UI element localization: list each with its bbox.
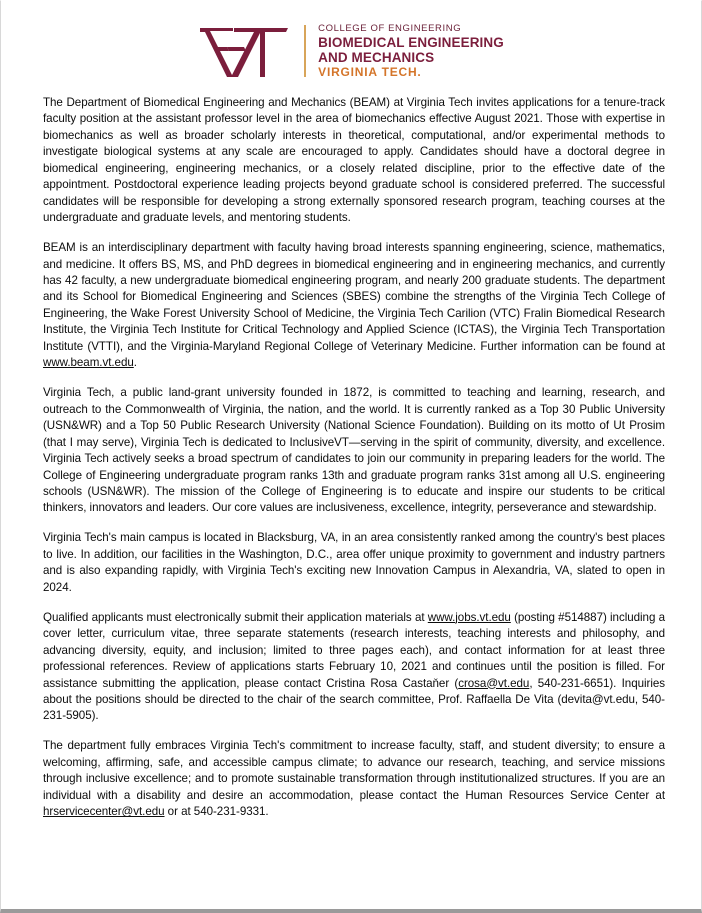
logo-line-college: COLLEGE OF ENGINEERING <box>318 22 462 34</box>
logo-line-department-2: AND MECHANICS <box>318 49 435 65</box>
logo-line-university: VIRGINIA TECH. <box>318 65 422 80</box>
letterhead <box>1 1 701 85</box>
paragraph: Virginia Tech, a public land-grant university founded in 1872, is committed to teaching and learning, research, and outreach to the Commonwealth of Virginia, the nation, and the world. It is currently ranked as a Top 30 Public University (USN&WR) and a Top 50 Public Research University (National Science Foundation). Building on its motto of Ut Prosim (that I may serve), Virginia Tech is dedicated to InclusiveVT—serving in the spirit of community, diversity, and excellence. Virginia Tech actively seeks a broad spectrum of candidates to join our community in preparing leaders for the world. The College of Engineering undergraduate program ranks 13th and graduate program ranks 31st among all U.S. engineering schools (USN&WR). The mission of the College of Engineering is to educate and inspire our students to be critical thinkers, innovators and leaders. Our core values are inclusiveness, excellence, integrity, perseverance and stewardship. <box>43 386 665 515</box>
paragraph: The department fully embraces Virginia Tech's commitment to increase faculty, staff, and student diversity; to ensure a welcoming, affirming, safe, and accessible campus climate; to advance our research, teaching, and service missions through inclusive excellence; and to promote sustainable transformation through institutionalized structures. If you are an individual with a disability and desire an accommodation, please contact the Human Resources Service Center at hrservicecenter@vt.edu or at 540-231-9331. <box>43 739 665 819</box>
logo-text-block <box>318 24 504 79</box>
inline-link[interactable]: www.jobs.vt.edu <box>427 610 511 624</box>
inline-link[interactable]: www.beam.vt.edu <box>43 356 134 370</box>
logo-divider <box>304 25 306 77</box>
document-body <box>1 85 701 821</box>
paragraph: BEAM is an interdisciplinary department with faculty having broad interests spanning engineering, science, mathematics, and medicine. It offers BS, MS, and PhD degrees in biomedical engineering and in engineering mechanics, and currently has 42 faculty, a new undergraduate biomedical engineering program, and nearly 200 graduate students. The department and its School for Biomedical Engineering and Sciences (SBES) combine the strengths of the Virginia Tech College of Engineering, the Wake Forest University School of Medicine, the Virginia Tech Carilion (VTC) Fralin Biomedical Research Institute, the Virginia Tech Institute for Critical Technology and Applied Science (ICTAS), the Virginia Tech Transportation Institute (VTTI), and the Virginia-Maryland Regional College of Veterinary Medicine. Further information can be found at www.beam.vt.edu. <box>43 241 665 370</box>
paragraph: The Department of Biomedical Engineering and Mechanics (BEAM) at Virginia Tech invites applications for a tenure-track faculty position at the assistant professor level in the area of biomechanics effective August 2021. Those with expertise in biomechanics as well as broader scholarly interests in theoretical, computational, and/or experimental methods to investigate biological systems at any scale are encouraged to apply. Candidates should have a doctoral degree in biomedical engineering, engineering mechanics, or a closely related discipline, prior to the effective date of the appointment. Postdoctoral experience leading projects beyond graduate school is considered preferred. The successful candidates will be responsible for developing a strong externally sponsored research program, teaching courses at the undergraduate and graduate levels, and mentoring students. <box>43 96 665 225</box>
vt-monogram-icon <box>198 23 290 79</box>
vt-logo-lockup <box>198 23 504 79</box>
inline-link[interactable]: hrservicecenter@vt.edu <box>43 805 165 819</box>
inline-link[interactable]: crosa@vt.edu <box>458 676 530 690</box>
paragraph: Virginia Tech's main campus is located in Blacksburg, VA, in an area consistently ranked among the country's best places to live. In addition, our facilities in the Washington, D.C., area offer unique proximity to government and industry partners and is also expanding rapidly, with Virginia Tech's exciting new Innovation Campus in Alexandria, VA, slated to open in 2024. <box>43 531 665 594</box>
paragraph: Qualified applicants must electronically submit their application materials at www.jobs.vt.edu (posting #514887) including a cover letter, curriculum vitae, three separate statements (research interests, teaching interests and philosophy, and advancing diversity, equity, and inclusion; limited to three pages each), and contact information for at least three professional references. Review of applications starts February 10, 2021 and continues until the position is filled. For assistance submitting the application, please contact Cristina Rosa Castaňer (crosa@vt.edu, 540-231-6651). Inquiries about the positions should be directed to the chair of the search committee, Prof. Raffaella De Vita (devita@vt.edu, 540-231-5905). <box>43 610 666 723</box>
logo-line-department-1: BIOMEDICAL ENGINEERING <box>318 35 504 51</box>
